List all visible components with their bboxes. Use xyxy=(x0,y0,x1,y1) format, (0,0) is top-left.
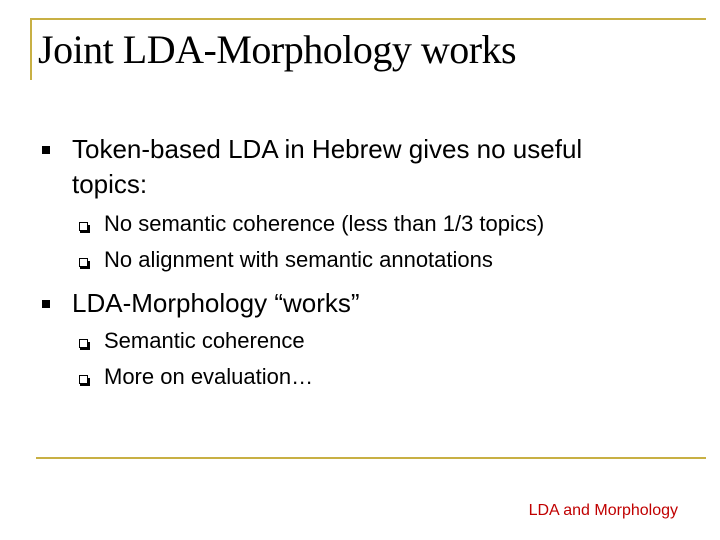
title-frame-left-rule xyxy=(30,18,32,80)
bullet-2-line-1: LDA-Morphology “works” xyxy=(72,288,360,318)
footer-label: LDA and Morphology xyxy=(528,502,678,519)
sub-bullet-checkbox-icon xyxy=(79,258,88,267)
sub-bullet-2-2: More on evaluation… xyxy=(104,364,314,389)
footer-rule xyxy=(36,457,706,459)
sub-bullet-checkbox-icon xyxy=(79,375,88,384)
bullet-square-icon xyxy=(42,146,50,154)
title-frame-top-rule xyxy=(30,18,706,20)
sub-bullet-checkbox-icon xyxy=(79,222,88,231)
sub-bullet-1-2: No alignment with semantic annotations xyxy=(104,247,493,272)
bullet-square-icon xyxy=(42,300,50,308)
sub-bullet-1-1: No semantic coherence (less than 1/3 topics) xyxy=(104,211,545,236)
bullet-1-line-1: Token-based LDA in Hebrew gives no useful xyxy=(72,134,583,164)
sub-bullet-checkbox-icon xyxy=(79,339,88,348)
sub-bullet-2-1: Semantic coherence xyxy=(104,328,305,353)
slide-title: Joint LDA-Morphology works xyxy=(38,27,517,72)
bullet-1-line-2: topics: xyxy=(72,169,148,199)
